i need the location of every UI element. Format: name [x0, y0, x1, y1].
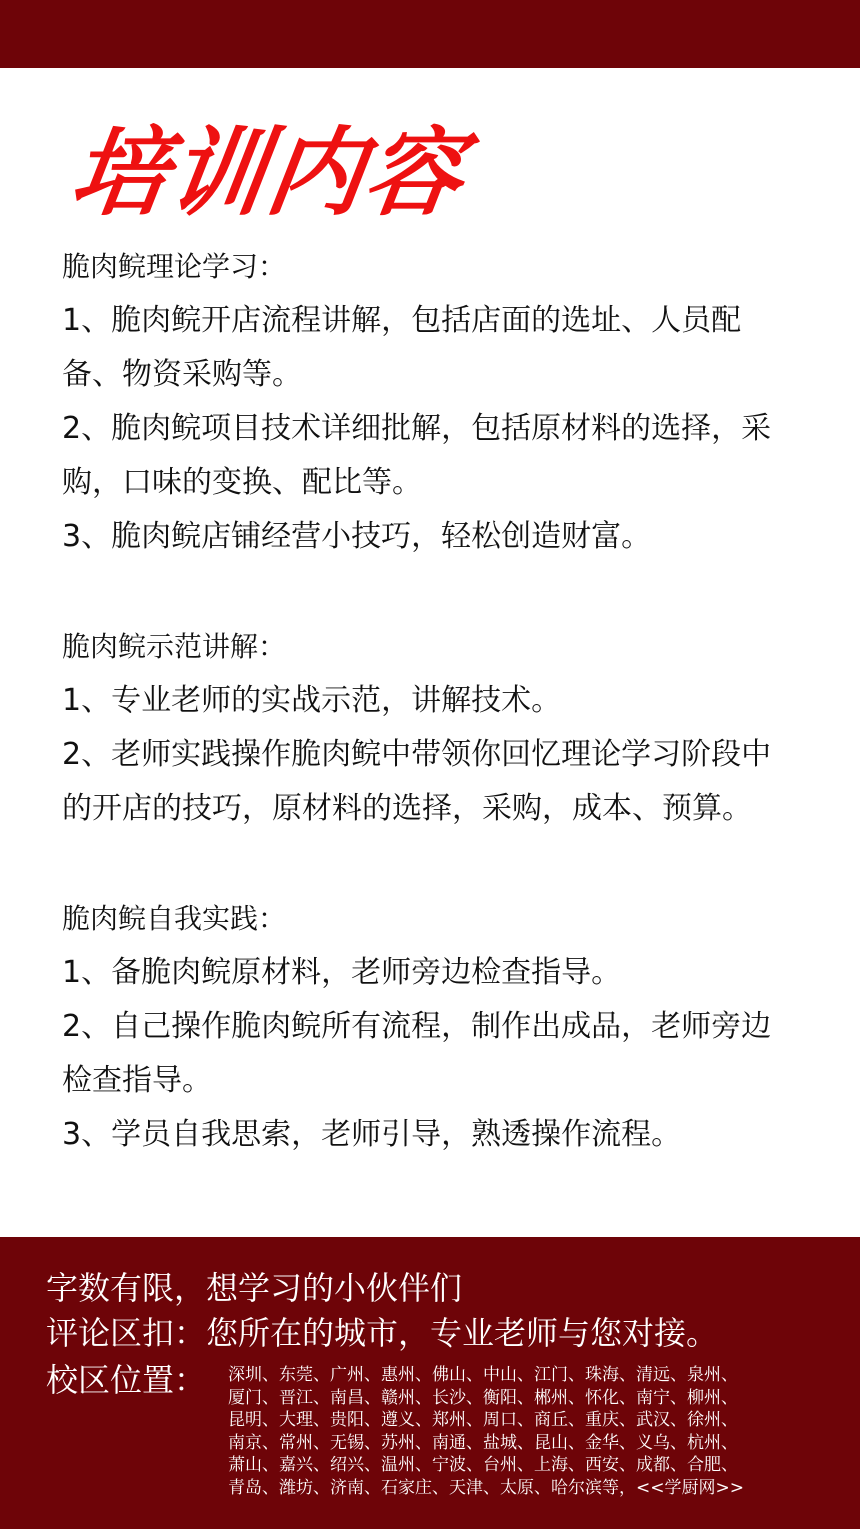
- campus-line: 厦门、晋江、南昌、赣州、长沙、衡阳、郴州、怀化、南宁、柳州、: [228, 1387, 738, 1408]
- training-content: [62, 240, 792, 1218]
- section-practice: [62, 892, 792, 1162]
- list-item: 1、脆肉鲩开店流程讲解，包括店面的选址、人员配备、物资采购等。: [62, 303, 742, 392]
- section-heading: 脆肉鲩示范讲解：: [62, 630, 287, 663]
- section-theory: [62, 240, 792, 564]
- list-item: 3、学员自我思索，老师引导，熟透操作流程。: [62, 1117, 682, 1152]
- list-item: 1、备脆肉鲩原材料，老师旁边检查指导。: [62, 955, 622, 990]
- campus-line: 萧山、嘉兴、绍兴、温州、宁波、台州、上海、西安、成都、合肥、: [228, 1455, 738, 1475]
- section-demonstration: [62, 620, 792, 836]
- page-title: 培训内容: [63, 117, 472, 229]
- footer-contact-line: 评论区扣：您所在的城市，专业老师与您对接。: [46, 1314, 719, 1352]
- list-item: 1、专业老师的实战示范，讲解技术。: [62, 683, 562, 718]
- campus-label: 校区位置：: [46, 1361, 207, 1399]
- campus-line: 青岛、潍坊、济南、石家庄、天津、太原、哈尔滨等，<<学厨网>>: [228, 1477, 744, 1498]
- top-banner: [0, 0, 860, 68]
- list-item: 2、老师实践操作脆肉鲩中带领你回忆理论学习阶段中的开店的技巧，原材料的选择，采购，成本、预算。: [62, 737, 772, 826]
- section-heading: 脆肉鲩自我实践：: [62, 902, 287, 935]
- campus-list: [228, 1364, 828, 1499]
- campus-line: 深圳、东莞、广州、惠州、佛山、中山、江门、珠海、清远、泉州、: [228, 1365, 738, 1385]
- section-heading: 脆肉鲩理论学习：: [62, 250, 287, 283]
- list-item: 2、脆肉鲩项目技术详细批解，包括原材料的选择，采购，口味的变换、配比等。: [62, 411, 772, 500]
- list-item: 3、脆肉鲩店铺经营小技巧，轻松创造财富。: [62, 519, 652, 554]
- list-item: 2、自己操作脆肉鲩所有流程，制作出成品，老师旁边检查指导。: [62, 1009, 772, 1098]
- footer-notice-line: 字数有限，想学习的小伙伴们: [46, 1269, 463, 1307]
- campus-line: 南京、常州、无锡、苏州、南通、盐城、昆山、金华、义乌、杭州、: [228, 1432, 738, 1453]
- campus-line: 昆明、大理、贵阳、遵义、郑州、周口、商丘、重庆、武汉、徐州、: [228, 1410, 738, 1430]
